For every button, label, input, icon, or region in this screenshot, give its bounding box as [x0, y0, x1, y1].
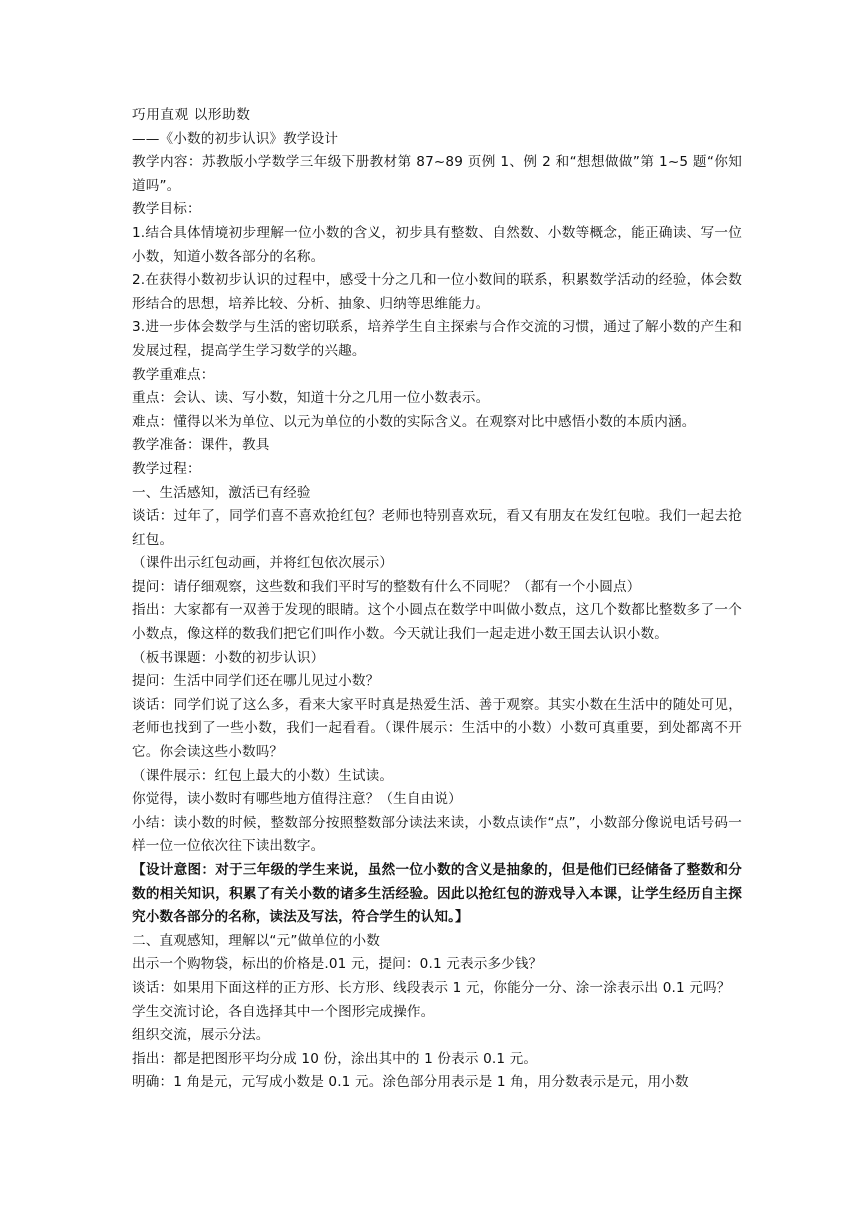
paragraph: 出示一个购物袋，标出的价格是.01 元，提问：0.1 元表示多少钱？ — [132, 956, 543, 973]
section-heading-process: 教学过程： — [132, 460, 201, 477]
objective-2: 2.在获得小数初步认识的过程中，感受十分之几和一位小数间的联系，积累数学活动的经验，体会数形结合的思想，培养比较、分析、抽象、归纳等思维能力。 — [132, 272, 742, 312]
paragraph: 谈话：如果用下面这样的正方形、长方形、线段表示 1 元，你能分一分、涂一涂表示出 0.1 元吗？ — [132, 979, 731, 996]
difficult-point: 难点：懂得以米为单位、以元为单位的小数的实际含义。在观察对比中感悟小数的本质内涵。 — [132, 413, 696, 430]
section-heading-key-points: 教学重难点： — [132, 366, 215, 383]
document-title: 巧用直观 以形助数 — [132, 107, 251, 123]
part-2-heading: 二、直观感知，理解以“元”做单位的小数 — [132, 932, 381, 949]
paragraph: 提问：请仔细观察，这些数和我们平时写的整数有什么不同呢？（都有一个小圆点） — [132, 578, 641, 595]
paragraph: 你觉得，读小数时有哪些地方值得注意？（生自由说） — [132, 791, 462, 808]
objective-1: 1.结合具体情境初步理解一位小数的含义，初步具有整数、自然数、小数等概念，能正确读、写一位小数，知道小数各部分的名称。 — [132, 224, 742, 265]
document-subtitle: ——《小数的初步认识》教学设计 — [132, 130, 339, 147]
paragraph: 提问：生活中同学们还在哪儿见过小数？ — [132, 673, 380, 690]
key-point: 重点：会认、读、写小数，知道十分之几用一位小数表示。 — [132, 390, 490, 407]
paragraph: 指出：都是把图形平均分成 10 份，涂出其中的 1 份表示 0.1 元。 — [132, 1050, 538, 1067]
paragraph: （课件展示：红包上最大的小数）生试读。 — [132, 767, 394, 784]
document-body — [132, 104, 742, 1095]
paragraph: （课件出示红包动画，并将红包依次展示） — [132, 555, 394, 572]
paragraph: 明确：1 角是元，元写成小数是 0.1 元。涂色部分用表示是 1 角，用分数表示是元，用小数 — [132, 1074, 689, 1091]
paragraph: 谈话：同学们说了这么多，看来大家平时真是热爱生活、善于观察。其实小数在生活中的随处可见，老师也找到了一些小数，我们一起看看。（课件展示：生活中的小数）小数可真重要，到处都离不开它。你会读这些小数吗？ — [132, 696, 742, 761]
paragraph: 谈话：过年了，同学们喜不喜欢抢红包？老师也特别喜欢玩，看又有朋友在发红包啦。我们一起去抢红包。 — [132, 508, 742, 548]
design-intent-note: 【设计意图：对于三年级的学生来说，虽然一位小数的含义是抽象的，但是他们已经储备了整数和分数的相关知识，积累了有关小数的诸多生活经验。因此以抢红包的游戏导入本课，让学生经历自主探究小数各部分的名称，读法及写法，符合学生的认知。】 — [132, 862, 742, 926]
paragraph: （板书课题：小数的初步认识） — [132, 649, 325, 666]
paragraph: 小结：读小数的时候，整数部分按照整数部分读法来读，小数点读作“点”，小数部分像说电话号码一样一位一位依次往下读出数字。 — [132, 814, 742, 855]
paragraph: 指出：大家都有一双善于发现的眼睛。这个小圆点在数学中叫做小数点，这几个数都比整数多了一个小数点，像这样的数我们把它们叫作小数。今天就让我们一起走进小数王国去认识小数。 — [132, 602, 742, 643]
objective-3: 3.进一步体会数学与生活的密切联系，培养学生自主探索与合作交流的习惯，通过了解小数的产生和发展过程，提高学生学习数学的兴趣。 — [132, 319, 742, 359]
part-1-heading: 一、生活感知，激活已有经验 — [132, 484, 311, 501]
paragraph: 学生交流讨论，各自选择其中一个图形完成操作。 — [132, 1003, 435, 1020]
section-heading-objectives: 教学目标： — [132, 201, 201, 218]
paragraph: 组织交流，展示分法。 — [132, 1027, 270, 1044]
teaching-content: 教学内容：苏教版小学数学三年级下册教材第 87~89 页例 1、例 2 和“想想做做”第 1~5 题“你知道吗”。 — [132, 154, 742, 194]
teaching-preparation: 教学准备：课件，教具 — [132, 437, 270, 454]
